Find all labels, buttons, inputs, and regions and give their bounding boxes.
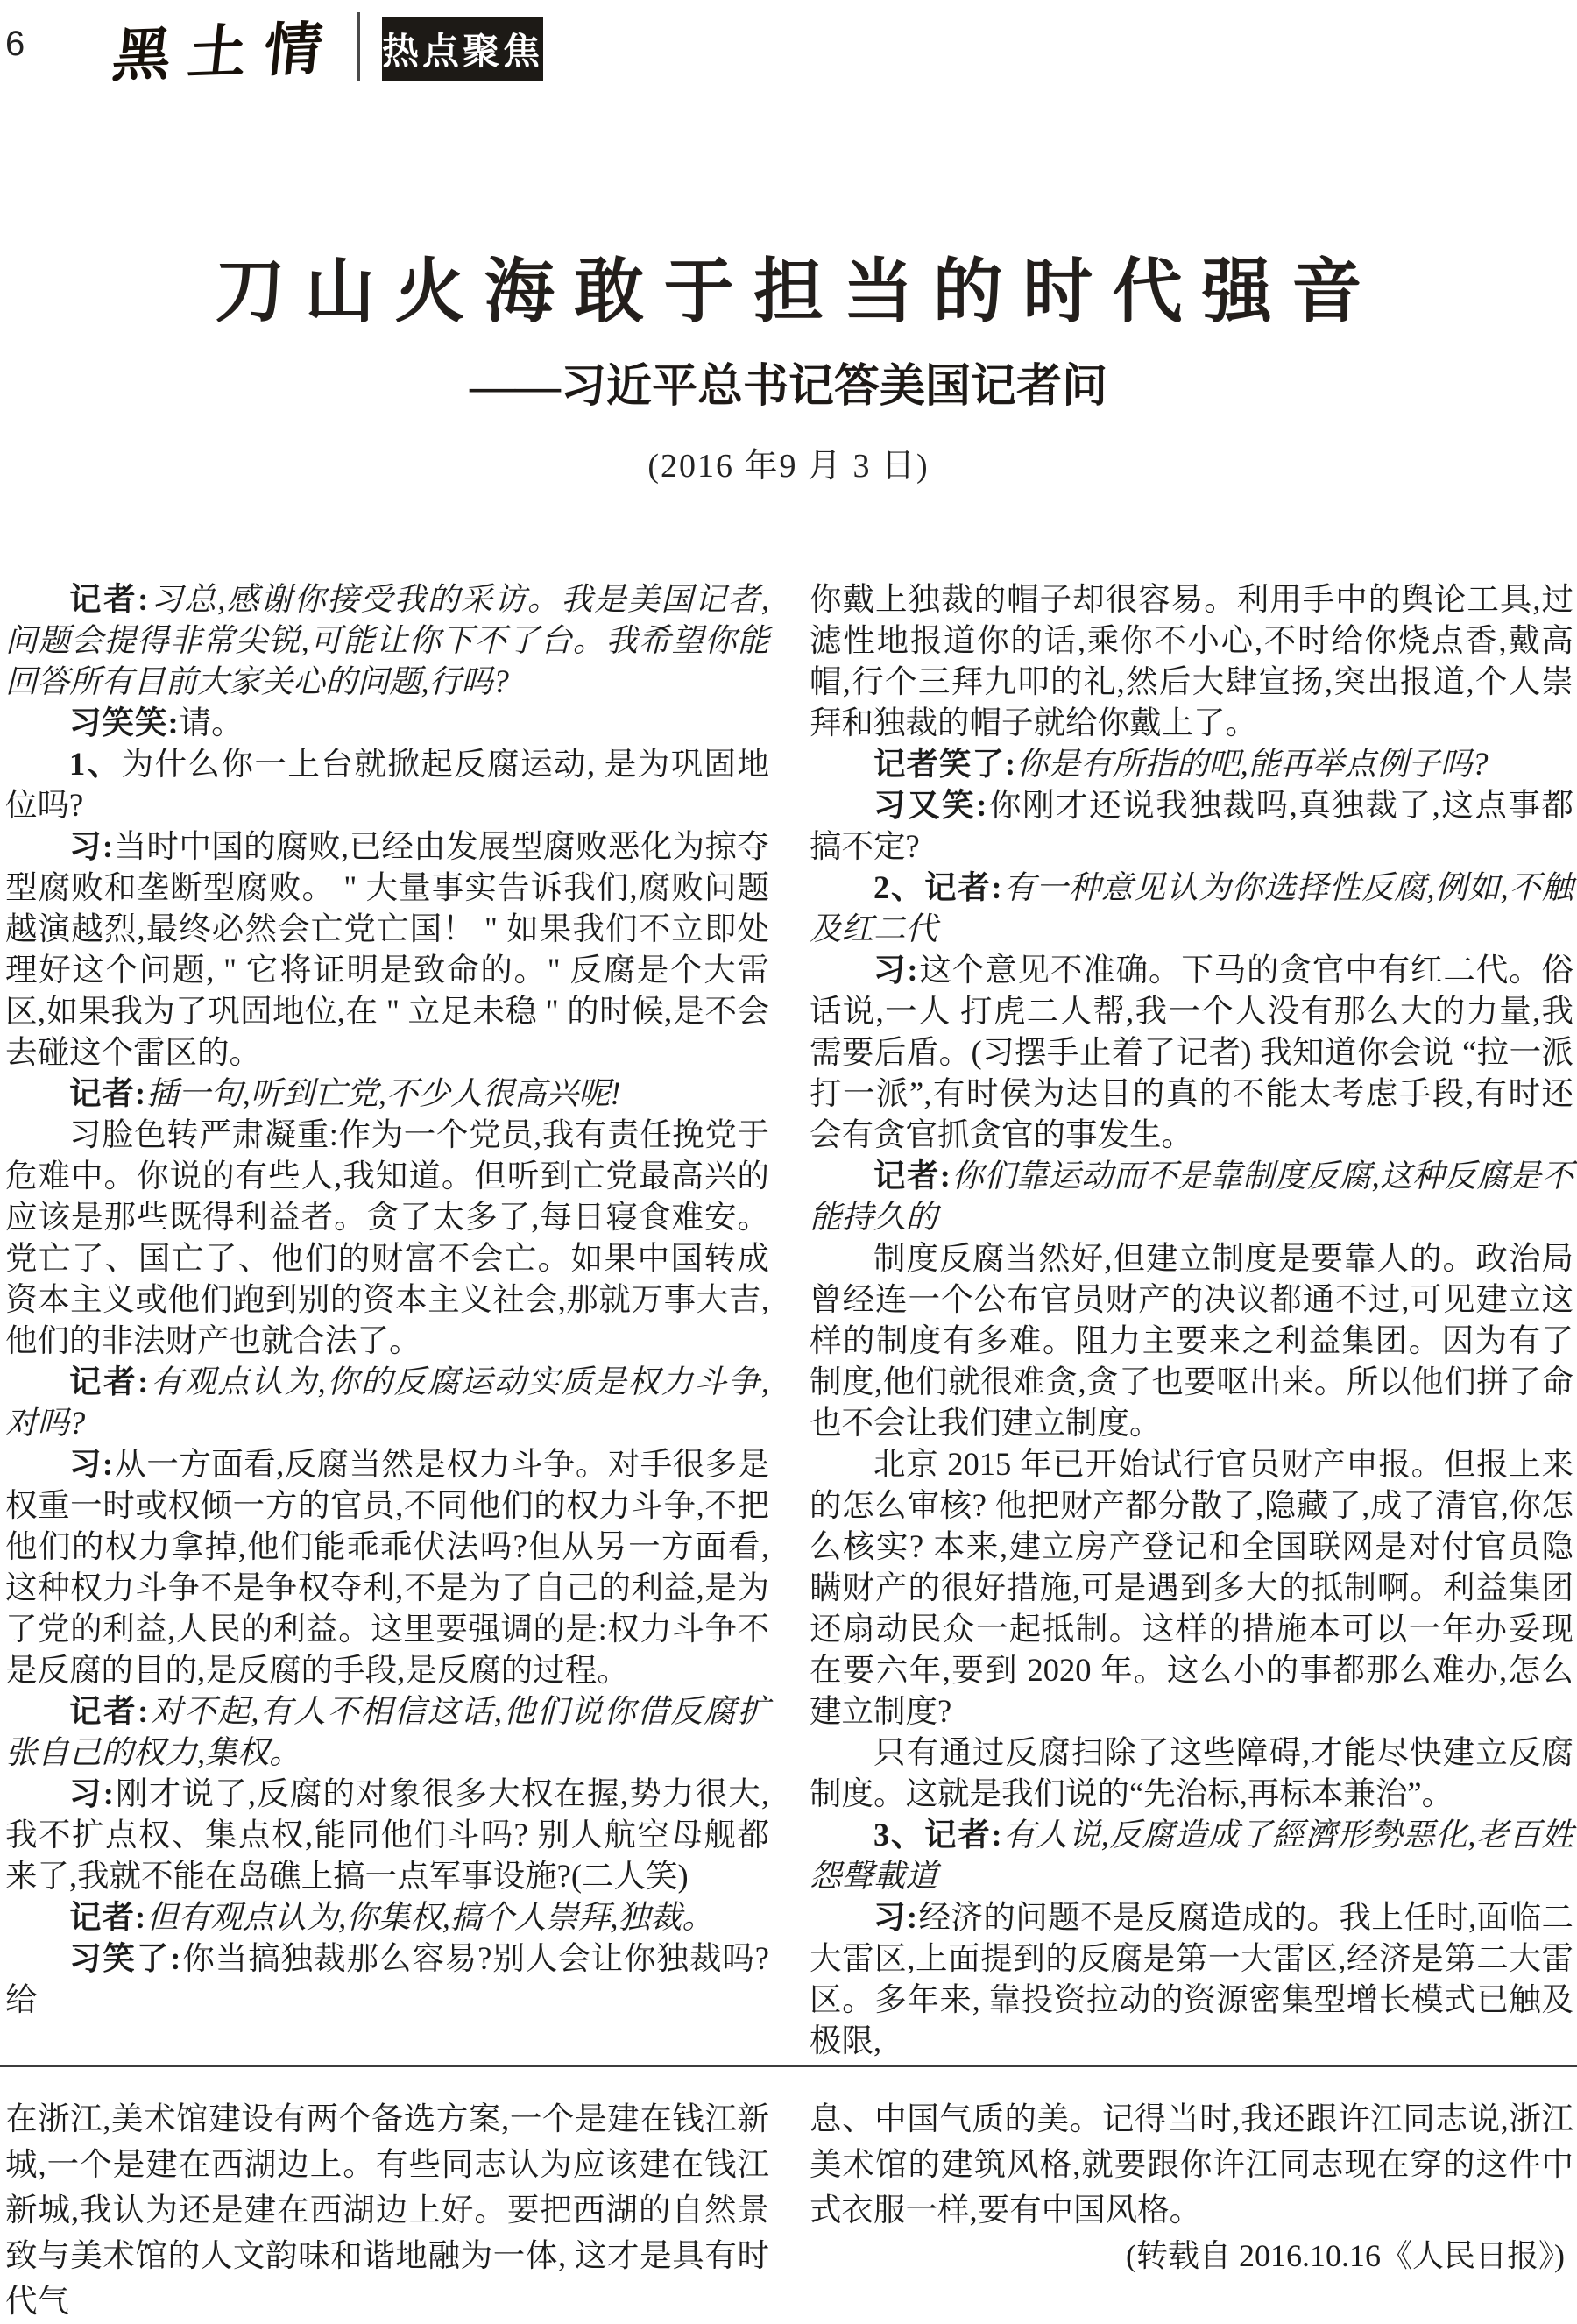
header-divider	[357, 12, 360, 81]
speaker-lead: 习:	[69, 828, 115, 864]
paragraph	[5, 825, 769, 1073]
masthead-logo: 黑土情	[109, 13, 344, 90]
speech-text: 在浙江,美术馆建设有两个备选方案,一个是建在钱江新城,一个是建在西湖边上。有些同志认为应该建在钱江新城,我认为还是建在西湖边上好。要把西湖的自然景致与美术馆的人文韵味和谐地融为一体, 这才是具有时代气	[5, 2101, 769, 2319]
speaker-lead: 1、	[69, 746, 122, 782]
speaker-lead: 习:	[69, 1446, 115, 1482]
speech-text: 从一方面看,反腐当然是权力斗争。对手很多是权重一时或权倾一方的官员,不同他们的权力斗争,不把他们的权力拿掉,他们能乖乖伏法吗?但从另一方面看,这种权力斗争不是争权夺利,不是为了自己的利益,是为了党的利益,人民的利益。这里要强调的是:权力斗争不是反腐的目的,是反腐的手段,是反腐的过程。	[5, 1446, 770, 1688]
speaker-lead: 记者:	[69, 1899, 147, 1935]
speaker-lead: 记者:	[873, 1158, 951, 1194]
body-right-column	[810, 578, 1573, 2061]
speaker-lead: 记者笑了:	[873, 746, 1017, 782]
page-header	[0, 5, 1577, 90]
speech-text: 经济的问题不是反腐造成的。我上任时,面临二大雷区,上面提到的反腐是第一大雷区,经济是第二大雷区。多年来, 靠投资拉动的资源密集型增长模式已触及极限,	[810, 1899, 1574, 2058]
paragraph	[5, 702, 769, 743]
speaker-lead: 3、记者:	[873, 1817, 1003, 1853]
paragraph	[5, 1896, 769, 1938]
speech-text: 你刚才还说我独裁吗,真独裁了,这点事都搞不定?	[810, 787, 1574, 864]
article-body	[5, 578, 1574, 2061]
paragraph	[810, 784, 1573, 867]
paragraph	[810, 949, 1573, 1155]
speaker-lead: 2、记者:	[873, 869, 1003, 905]
paragraph	[5, 2096, 769, 2324]
paragraph	[810, 1814, 1573, 1896]
speech-text: 习脸色转严肃凝重:作为一个党员,我有责任挽党于危难中。你说的有些人,我知道。但听到亡党最高兴的应该是那些既得利益者。贪了太多了,每日寝食难安。党亡了、国亡了、他们的财富不会亡。如果中国转成资本主义或他们跑到别的资本主义社会,那就万事大吉,他们的非法财产也就合法了。	[5, 1116, 769, 1358]
paragraph	[5, 1443, 769, 1690]
article-title: 刀山火海敢于担当的时代强音	[215, 254, 1382, 331]
paragraph	[5, 1114, 769, 1361]
speech-text: 只有通过反腐扫除了这些障碍,才能尽快建立反腐制度。这就是我们说的“先治标,再标本兼治”。	[810, 1734, 1573, 1811]
speech-text: 息、中国气质的美。记得当时,我还跟许江同志说,浙江美术馆的建筑风格,就要跟你许江同志现在穿的这件中式衣服一样,要有中国风格。	[810, 2101, 1573, 2228]
speech-text: 有观点认为,你的反腐运动实质是权力斗争,对吗?	[5, 1364, 769, 1441]
speech-text: 对不起,有人不相信这话,他们说你借反腐扩张自己的权力,集权。	[5, 1693, 769, 1770]
footer-block	[5, 2096, 1574, 2324]
speech-text: 北京 2015 年已开始试行官员财产申报。但报上来的怎么审核? 他把财产都分散了,隐藏了,成了清官,你怎么核实? 本来,建立房产登记和全国联网是对付官员隐瞒财产的很好措施,可是遇到多大的抵制啊。利益集团还扇动民众一起抵制。这样的措施本可以一年办妥现在要六年,要到 2020 年。这么小的事都那么难办,怎么建立制度?	[810, 1446, 1573, 1729]
paragraph	[810, 1443, 1573, 1732]
paragraph	[810, 867, 1573, 949]
speech-text: 你戴上独裁的帽子却很容易。利用手中的舆论工具,过滤性地报道你的话,乘你不小心,不时给你烧点香,戴高帽,行个三拜九叩的礼,然后大肆宣扬,突出报道,个人崇拜和独裁的帽子就给你戴上了。	[810, 581, 1573, 740]
speaker-lead: 习笑了:	[69, 1940, 182, 1976]
paragraph	[5, 1073, 769, 1114]
article-date: (2016 年9 月 3 日)	[647, 448, 930, 485]
section-badge: 热点聚焦	[382, 17, 543, 81]
speech-text: 但有观点认为,你集权,搞个人崇拜,独裁。	[146, 1899, 715, 1935]
paragraph	[5, 1773, 769, 1896]
speaker-lead: 习又笑:	[873, 787, 988, 823]
speech-text: 习总,感谢你接受我的采访。我是美国记者,问题会提得非常尖锐,可能让你下不了台。我希望你能回答所有目前大家关心的问题,行吗?	[5, 581, 769, 699]
speaker-lead: 习:	[873, 952, 919, 988]
paragraph	[5, 1690, 769, 1773]
speech-text: 刚才说了,反腐的对象很多大权在握,势力很大,我不扩点权、集点权,能同他们斗吗? 别人航空母舰都来了,我就不能在岛礁上搞一点军事设施?(二人笑)	[5, 1775, 770, 1894]
speech-text: 这个意见不准确。下马的贪官中有红二代。俗话说,一人 打虎二人帮,我一个人没有那么大的力量,我需要后盾。(习摆手止着了记者) 我知道你会说 “拉一派打一派”,有时侯为达目的真的不能太考虑手段,有时还会有贪官抓贪官的事发生。	[810, 952, 1574, 1152]
paragraph	[810, 578, 1573, 743]
paragraph	[810, 743, 1573, 784]
speaker-lead: 记者:	[69, 1075, 147, 1111]
paragraph	[810, 2096, 1573, 2233]
speech-text: 有人说,反腐造成了經濟形勢惡化,老百姓怨聲載道	[810, 1817, 1574, 1894]
article-subtitle: ——习近平总书记答美国记者问	[469, 362, 1107, 412]
speaker-lead: 记者:	[69, 1364, 150, 1399]
paragraph	[5, 578, 769, 702]
speech-text: 插一句,听到亡党,不少人很高兴呢!	[146, 1075, 621, 1111]
body-left-column	[5, 578, 769, 2061]
speech-text: 为什么你一上台就掀起反腐运动, 是为巩固地位吗?	[5, 746, 770, 823]
paragraph	[5, 1938, 769, 2020]
speech-text: 请。	[179, 705, 244, 740]
speech-text: 当时中国的腐败,已经由发展型腐败恶化为掠夺型腐败和垄断型腐败。 " 大量事实告诉我们,腐败问题越演越烈,最终必然会亡党亡国！ " 如果我们不立即处理好这个问题, " 它将证明是致命的。" 反腐是个大雷区,如果我为了巩固地位,在 " 立足未稳 " 的时候,是不会去碰这个雷区的。	[5, 828, 770, 1070]
page-number: 6	[5, 25, 25, 63]
speech-text: 有一种意见认为你选择性反腐,例如,不触及红二代	[810, 869, 1574, 946]
footer-left-column	[5, 2096, 769, 2324]
speaker-lead: 记者:	[69, 1693, 150, 1729]
paragraph	[810, 1896, 1573, 2061]
speaker-lead: 记者:	[69, 581, 150, 617]
speaker-lead: 习笑笑:	[69, 705, 180, 740]
reprint-attribution: (转载自 2016.10.16《人民日报》)	[1126, 2238, 1565, 2273]
paragraph	[810, 1732, 1573, 1814]
speech-text: 你当搞独裁那么容易?别人会让你独裁吗?给	[5, 1940, 770, 2017]
paragraph	[5, 743, 769, 825]
paragraph	[5, 1361, 769, 1443]
paragraph	[810, 1155, 1573, 1237]
speech-text: 你们靠运动而不是靠制度反腐,这种反腐是不能持久的	[810, 1158, 1574, 1235]
speaker-lead: 习:	[873, 1899, 919, 1935]
section-rule	[0, 2065, 1577, 2067]
speaker-lead: 习:	[69, 1775, 115, 1811]
speech-text: 制度反腐当然好,但建立制度是要靠人的。政治局曾经连一个公布官员财产的决议都通不过,可见建立这样的制度有多难。阻力主要来之利益集团。因为有了制度,他们就很难贪,贪了也要呕出来。所以他们拼了命也不会让我们建立制度。	[810, 1240, 1573, 1441]
footer-right-column	[810, 2096, 1573, 2324]
paragraph	[810, 1237, 1573, 1443]
speech-text: 你是有所指的吧,能再举点例子吗?	[1016, 746, 1489, 782]
